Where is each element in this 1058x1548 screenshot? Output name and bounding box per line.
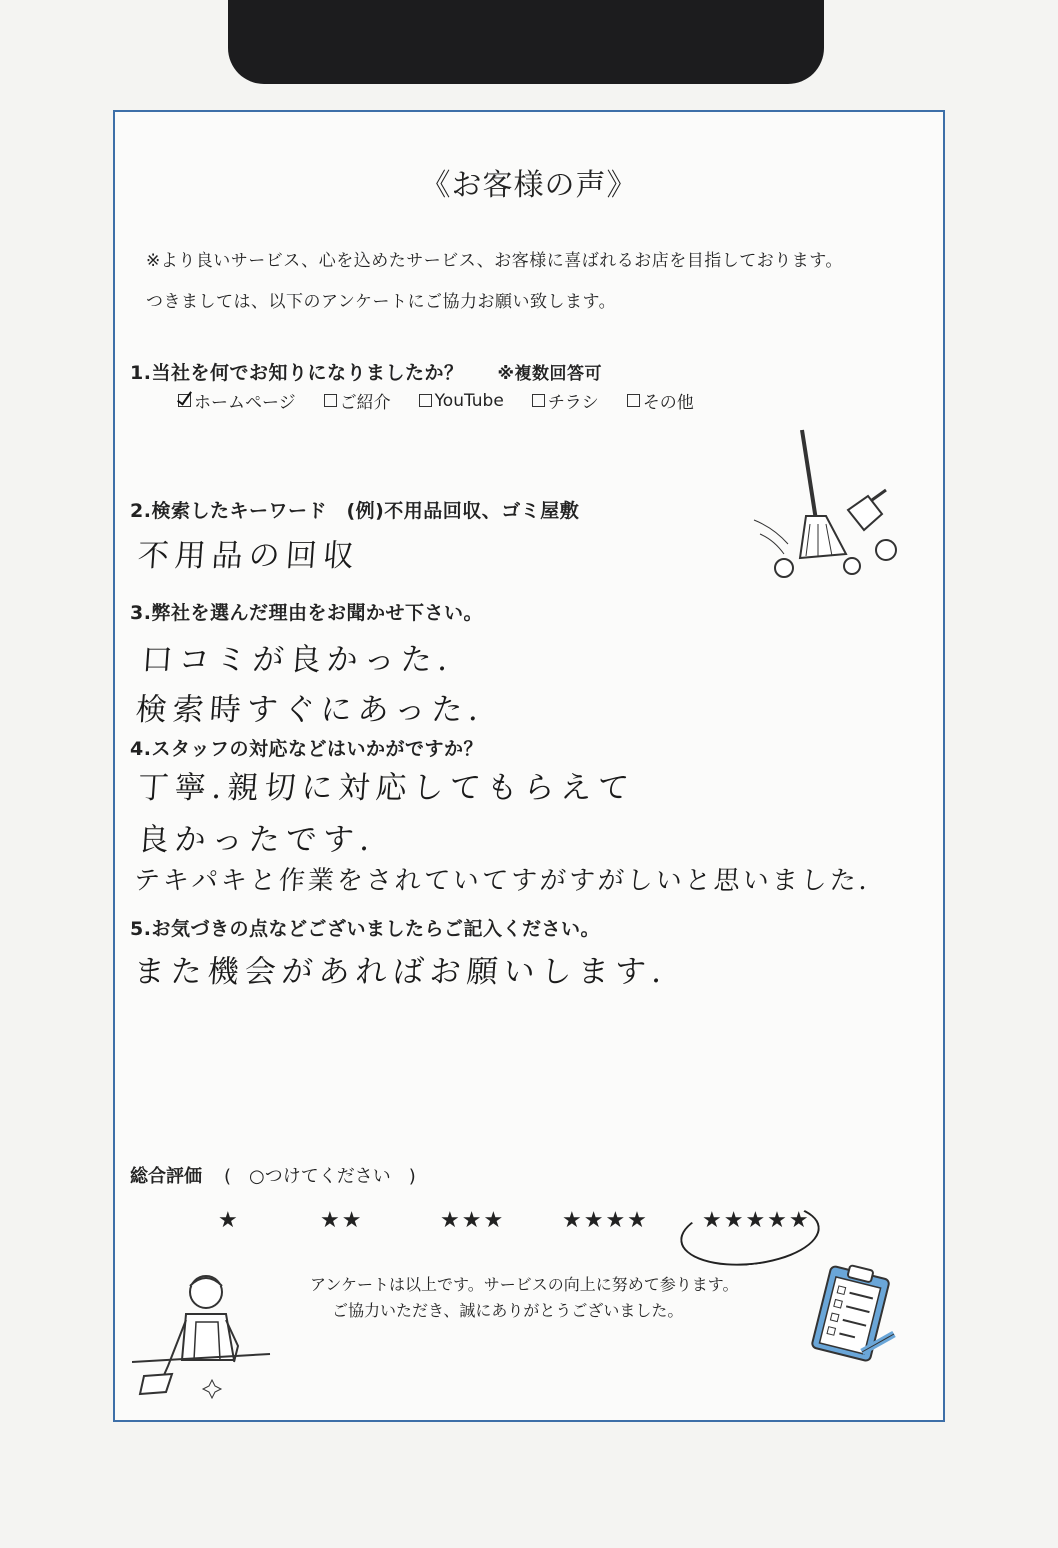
cleaning-person-illustration [132,1270,272,1406]
question-5: 5.お気づきの点などございましたらご記入ください。 [130,918,600,940]
question-1-label: 1.当社を何でお知りになりましたか？ [130,362,464,384]
answer-2: 不用品の回収 [136,538,362,574]
checkbox-checked[interactable] [178,394,191,407]
closing-line-2: ご協力いただき、誠にありがとうございました。 [332,1301,684,1320]
answer-4-line-1: 丁寧.親切に対応してもらえて [136,770,636,806]
question-1 [130,358,602,385]
checkbox[interactable] [324,394,337,407]
source-options [178,388,722,413]
intro-line-2: つきましては、以下のアンケートにご協力お願い致します。 [146,292,617,312]
form-title: 《お客様の声》 [420,168,638,203]
answer-5: また機会があればお願いします. [132,954,669,990]
answer-3-line-2: 検索時すぐにあった. [134,692,486,728]
closing-line-1: アンケートは以上です。サービスの向上に努めて参ります。 [310,1275,739,1294]
rating-4-star[interactable]: ★★★★ [562,1208,649,1233]
answer-3-line-1: 口コミが良かった. [140,642,455,678]
option-youtube[interactable]: YouTube [419,388,504,413]
option-other[interactable]: その他 [627,388,694,413]
rating-3-star[interactable]: ★★★ [440,1208,506,1233]
clipboard-clip [228,0,824,84]
question-1-note: ※複数回答可 [497,364,602,384]
broom-dustpan-illustration [744,424,914,584]
checkbox[interactable] [532,394,545,407]
intro-line-1: ※より良いサービス、心を込めたサービス、お客様に喜ばれるお店を目指しております。 [146,251,843,271]
rating-instruction: ( ○つけてください ) [224,1166,416,1187]
option-referral[interactable]: ご紹介 [324,388,391,413]
question-4: 4.スタッフの対応などはいかがですか？ [130,738,483,760]
option-homepage[interactable]: ホームページ [178,388,296,413]
rating-label: 総合評価 ( ○つけてください ) [130,1166,416,1187]
answer-4-line-3: テキパキと作業をされていてすがすがしいと思いました. [132,866,872,896]
checkbox[interactable] [627,394,640,407]
rating-5-star[interactable]: ★★★★★ [702,1208,811,1233]
question-3: 3.弊社を選んだ理由をお聞かせ下さい。 [130,602,483,624]
clipboard-checklist-icon [800,1264,904,1368]
question-2: 2.検索したキーワード (例)不用品回収、ゴミ屋敷 [130,500,580,522]
answer-4-line-2: 良かったです. [136,822,377,858]
rating-1-star[interactable]: ★ [218,1208,240,1233]
option-flyer[interactable]: チラシ [532,388,599,413]
checkbox[interactable] [419,394,432,407]
rating-2-star[interactable]: ★★ [320,1208,364,1233]
